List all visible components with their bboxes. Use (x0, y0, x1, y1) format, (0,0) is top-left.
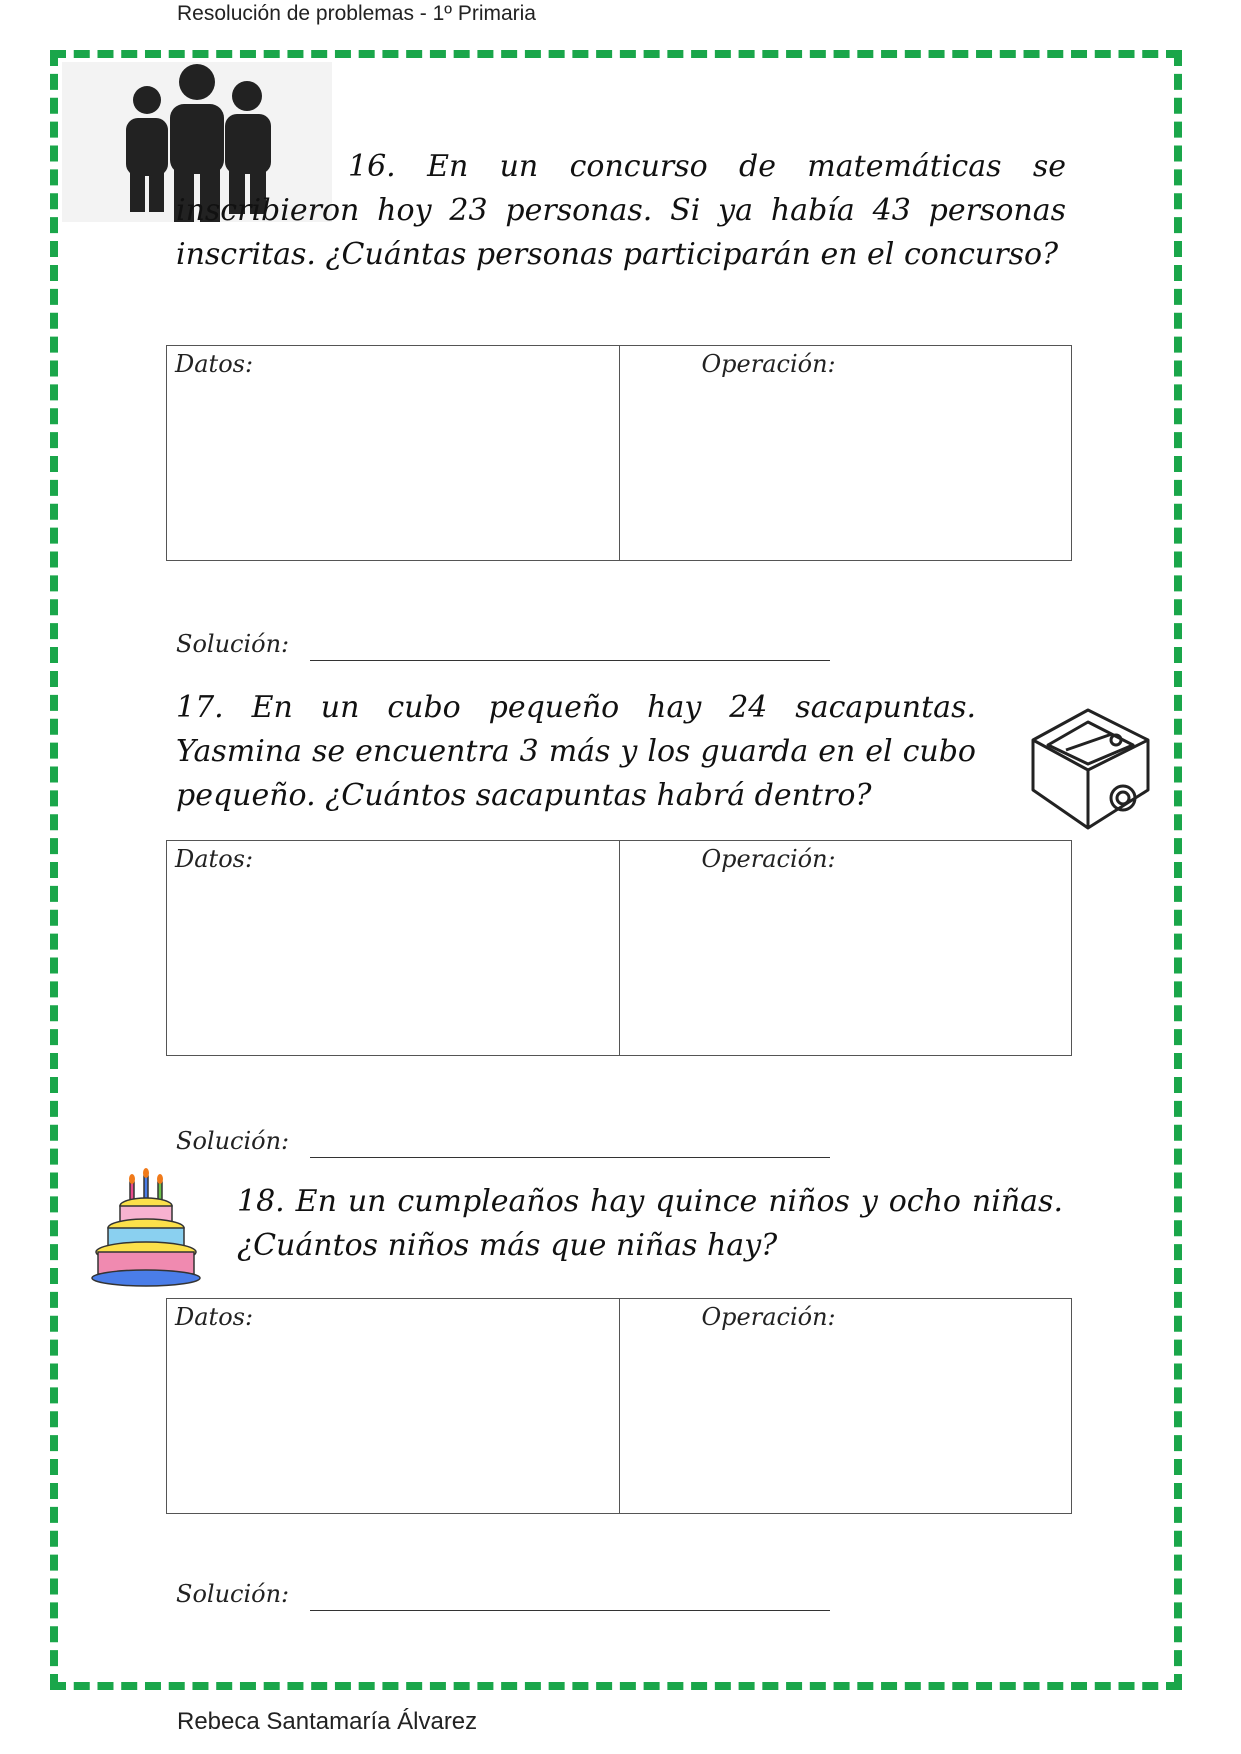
solucion-answer-line[interactable] (310, 1610, 830, 1611)
datos-cell[interactable] (167, 1299, 619, 1513)
problem-16-text (176, 145, 1066, 277)
birthday-cake-icon (90, 1168, 206, 1288)
datos-label: Datos: (175, 350, 254, 378)
solucion-label: Solución: (176, 1127, 290, 1155)
solucion-label: Solución: (176, 1580, 290, 1608)
solucion-answer-line[interactable] (310, 660, 830, 661)
problem-16-statement: En un concurso de matemáticas se inscribieron hoy 23 personas. Si ya había 43 personas inscritas. ¿Cuántas personas participarán en el concurso? (176, 149, 1066, 272)
operacion-cell[interactable] (619, 346, 1072, 560)
problem-17-statement: En un cubo pequeño hay 24 sacapuntas. Yasmina se encuentra 3 más y los guarda en el cubo pequeño. ¿Cuántos sacapuntas habrá dentro? (176, 690, 976, 813)
operacion-cell[interactable] (619, 1299, 1072, 1513)
problem-17-text (176, 686, 976, 818)
problem-17-number: 17. (176, 690, 224, 725)
datos-label: Datos: (175, 1303, 254, 1331)
page-header: Resolución de problemas - 1º Primaria (177, 2, 536, 25)
operacion-label: Operación: (701, 350, 836, 378)
problem-18-statement: En un cumpleaños hay quince niños y ocho niñas. ¿Cuántos niños más que niñas hay? (237, 1184, 1063, 1263)
pencil-sharpener-icon (1028, 700, 1154, 830)
datos-cell[interactable] (167, 841, 619, 1055)
operacion-label: Operación: (701, 845, 836, 873)
operacion-cell[interactable] (619, 841, 1072, 1055)
operacion-label: Operación: (701, 1303, 836, 1331)
problem-16-table (166, 345, 1072, 561)
problem-18-text (237, 1180, 1063, 1268)
problem-16-number: 16. (348, 149, 396, 184)
solucion-label: Solución: (176, 630, 290, 658)
datos-label: Datos: (175, 845, 254, 873)
solucion-answer-line[interactable] (310, 1157, 830, 1158)
datos-cell[interactable] (167, 346, 619, 560)
problem-17-table (166, 840, 1072, 1056)
page-footer: Rebeca Santamaría Álvarez (177, 1708, 478, 1735)
problem-18-table (166, 1298, 1072, 1514)
problem-18-number: 18. (237, 1184, 285, 1219)
